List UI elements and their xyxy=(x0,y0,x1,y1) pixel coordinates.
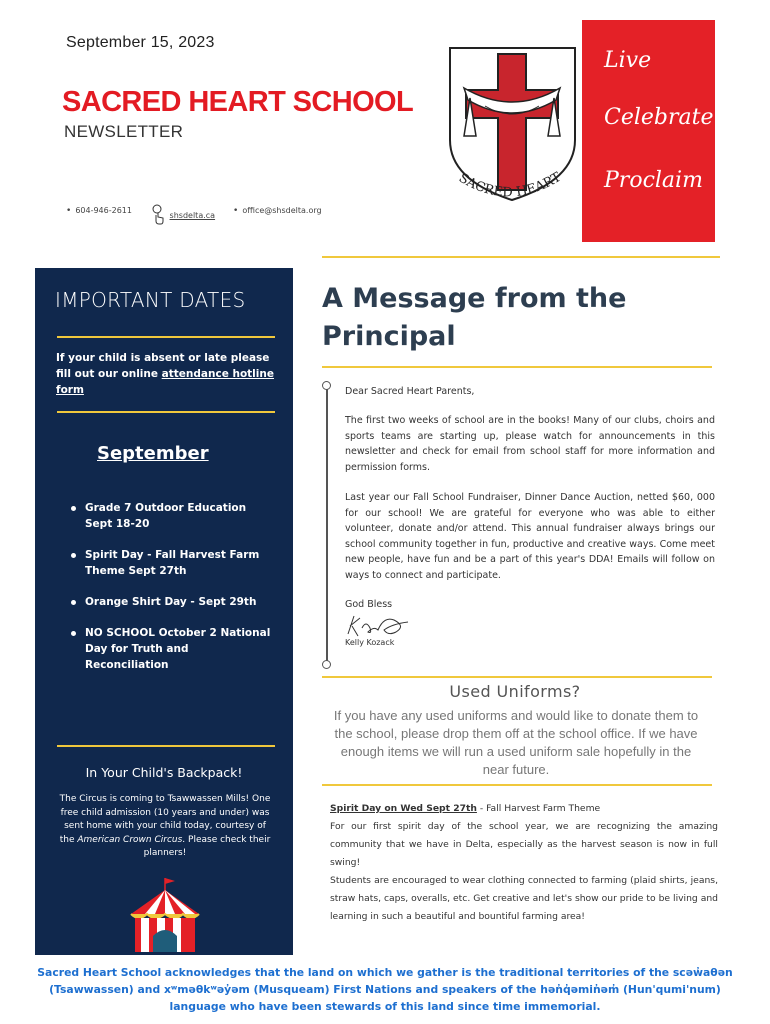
attendance-hotline-link[interactable]: attendance hotline form xyxy=(56,368,274,396)
letter-paragraph: Last year our Fall School Fundraiser, Dinner Dance Auction, netted $60, 000 for our school! We are grateful for everyone who was able to either volunteer, donate and/or attend. This annual fundraiser always brings our school community together in fun, productive and creative ways. Come meet new people, have fun and be a part of this year's DDA! Emails will follow on ways to connect and participate. xyxy=(345,492,715,581)
principal-signature xyxy=(344,610,414,640)
month-heading: September xyxy=(97,443,209,464)
used-uniforms-body: If you have any used uniforms and would like to donate them to the school, please drop them off at the school office. If we have enough items we will run a used uniform sale hopefully in the near future. xyxy=(333,708,699,777)
school-name: SACRED HEART SCHOOL xyxy=(62,86,414,118)
spirit-day-paragraph: For our first spirit day of the school year, we are recognizing the amazing community that we have in Delta, especially as the harvest season is now in full swing! xyxy=(330,821,718,868)
divider xyxy=(57,745,275,747)
event-item: Orange Shirt Day - Sept 29th xyxy=(85,594,275,610)
circus-notice: The Circus is coming to Tsawwassen Mills! One free child admission (10 years and under) was sent home with your child today, courtesy of the American Crown Circus. Please check their planners! xyxy=(59,794,271,858)
website-contact[interactable] xyxy=(152,204,215,226)
pointer-hand-icon xyxy=(152,204,164,226)
newsletter-date: September 15, 2023 xyxy=(66,34,215,51)
important-dates-title: IMPORTANT DATES xyxy=(55,288,246,312)
event-item: Grade 7 Outdoor Education Sept 18-20 xyxy=(85,500,275,532)
absent-notice: If your child is absent or late please fill out our online attendance hotline form xyxy=(56,352,274,396)
spirit-day-section xyxy=(330,800,718,926)
newsletter-subtitle: NEWSLETTER xyxy=(64,122,184,141)
backpack-title: In Your Child's Backpack! xyxy=(85,765,243,780)
important-dates-panel xyxy=(35,268,293,955)
tagline-proclaim: Proclaim xyxy=(604,168,703,193)
spirit-day-heading: Spirit Day on Wed Sept 27th - Fall Harvest Farm Theme xyxy=(330,803,601,814)
divider xyxy=(57,336,275,338)
letter-greeting: Dear Sacred Heart Parents, xyxy=(345,386,475,397)
circus-tent-icon xyxy=(125,876,205,954)
section-divider xyxy=(322,784,712,786)
bullet-icon: • xyxy=(66,206,72,216)
divider xyxy=(57,411,275,413)
title-divider xyxy=(322,366,712,368)
sacred-heart-logo xyxy=(440,40,585,205)
used-uniforms-title: Used Uniforms? xyxy=(449,682,581,701)
land-acknowledgement: Sacred Heart School acknowledges that the land on which we gather is the traditional territories of the scəw̓aθən (Tsawwassen) and xʷməθkʷəy̓əm (Musqueam) First Nations and speakers of the hən̓q̓əmin̓əm̓ (Hun'qumi'num) language who have been stewards of this land since time immemorial. xyxy=(37,966,733,1013)
spirit-day-paragraph: Students are encouraged to wear clothing connected to farming (plaid shirts, jeans, straw hats, caps, overalls, etc. Get creative and let's show our pride to be living and learning in such a beautiful and bountiful farming area! xyxy=(330,875,718,922)
timeline-dot-top xyxy=(322,381,331,390)
section-divider xyxy=(322,676,712,678)
email-contact[interactable] xyxy=(233,206,322,216)
logo-text: SACRED HEART xyxy=(456,169,564,201)
phone-contact: • 604-946-2611 xyxy=(66,206,132,216)
event-item: Spirit Day - Fall Harvest Farm Theme Sept 27th xyxy=(85,547,275,579)
header-divider xyxy=(322,256,720,258)
timeline-line xyxy=(326,386,328,666)
letter-closing: God Bless xyxy=(345,599,393,610)
timeline-dot-bottom xyxy=(322,660,331,669)
tagline-celebrate: Celebrate xyxy=(604,105,714,130)
letter-paragraph: The first two weeks of school are in the books! Many of our clubs, choirs and sports teams are starting up, please watch for announcements in this newsletter and check for email from school staff for more information and permission forms. xyxy=(345,415,715,473)
event-item: NO SCHOOL October 2 National Day for Truth and Reconciliation xyxy=(85,625,275,673)
principal-name: Kelly Kozack xyxy=(345,638,395,647)
email-link[interactable]: office@shsdelta.org xyxy=(242,206,322,215)
events-list xyxy=(85,500,275,688)
tagline-live: Live xyxy=(604,48,652,73)
principal-message-title: A Message from the Principal xyxy=(322,283,627,352)
website-link[interactable]: shsdelta.ca xyxy=(169,210,216,220)
bullet-icon: • xyxy=(233,206,239,216)
